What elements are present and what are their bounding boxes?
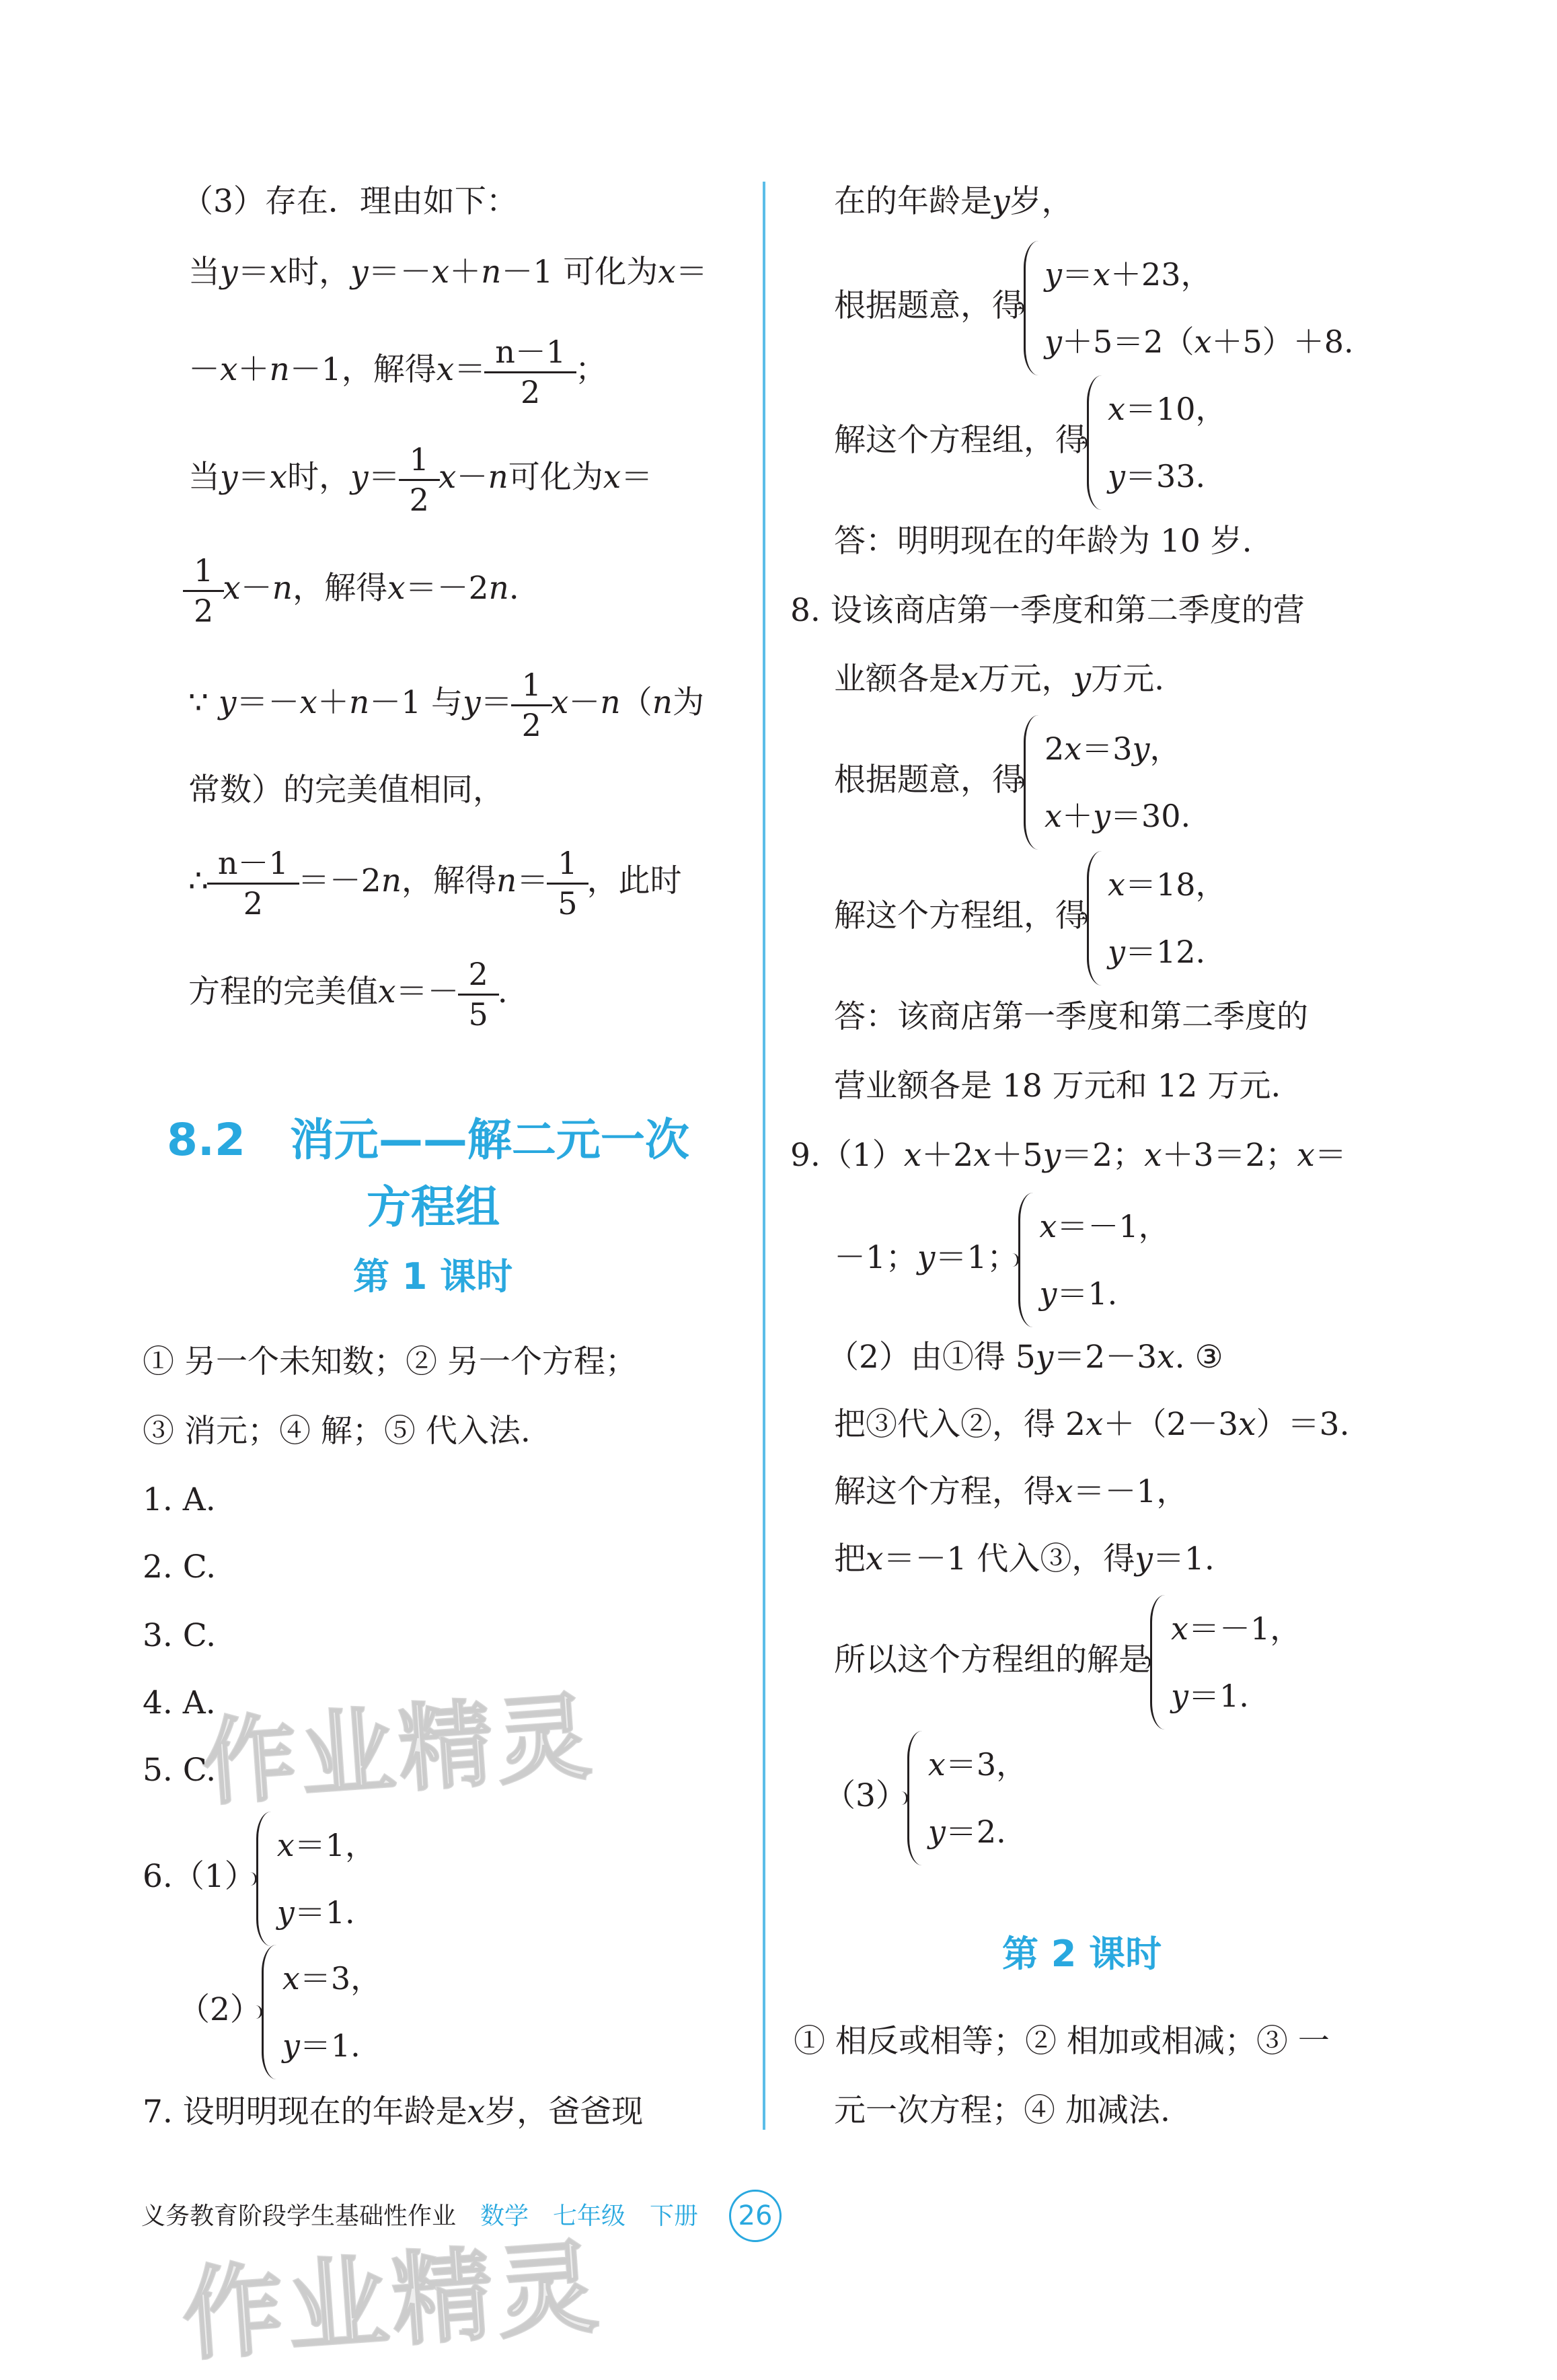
answer-9-2-line-4: 把x＝－1 代入③，得y＝1. — [834, 1540, 1215, 1577]
answer-8-solution: 解这个方程组，得 x＝18， y＝12. — [834, 849, 1227, 983]
equation-system: x＝1， y＝1. — [256, 1812, 376, 1946]
answer-5: 5. C. — [143, 1752, 217, 1789]
equation-system: x＝－1， y＝1. — [1018, 1193, 1169, 1327]
section-title-line-2: 方程组 — [367, 1181, 500, 1233]
answer-7-conclusion: 答：明明现在的年龄为 10 岁. — [834, 523, 1252, 560]
answer-8-conclusion-2: 营业额各是 18 万元和 12 万元. — [834, 1068, 1281, 1105]
watermark: 作业精灵 — [198, 1682, 599, 1820]
lesson-2-title: 第 2 课时 — [1002, 1933, 1162, 1975]
left-line-7: 常数）的完美值相同， — [188, 772, 504, 809]
answer-2: 2. C. — [143, 1549, 217, 1586]
page-number: 26 — [729, 2190, 782, 2242]
answer-9-2-line-3: 解这个方程，得x＝－1， — [834, 1473, 1188, 1510]
answer-9-2-line-1: （2）由①得 5y＝2－3x. ③ — [827, 1339, 1223, 1376]
fraction: $\frac{1}{2}$ — [188, 554, 219, 627]
section-title: 8.2 消元——解二元一次 — [167, 1114, 689, 1166]
equation-system: x＝10， y＝33. — [1087, 375, 1227, 510]
answer-9-2-line-2: 把③代入②，得 2x＋（2－3x）＝3. — [834, 1406, 1350, 1443]
answer-8-line-2: 业额各是x万元，y万元. — [834, 661, 1165, 698]
equation-system: y＝x＋23， y＋5＝2（x＋5）＋8. — [1024, 241, 1354, 375]
left-line-6: ∵ y＝－x＋n－1 与y＝ $\frac{1}{2}$ x－n（n为 — [188, 667, 704, 743]
equation-system: x＝3， y＝2. — [907, 1731, 1027, 1865]
lesson-2-key-points-2: 元一次方程；④ 加减法. — [834, 2092, 1170, 2129]
fraction: $\frac{n-1}{2}$ — [490, 336, 571, 408]
answer-7-solution: 解这个方程组，得 x＝10， y＝33. — [834, 373, 1227, 508]
footer-book-title: 义务教育阶段学生基础性作业 — [141, 2202, 457, 2230]
fraction: $\frac{n-1}{2}$ — [213, 847, 294, 920]
answer-9-1-cont: －1；y＝1； x＝－1， y＝1. — [834, 1191, 1170, 1325]
answer-6-2: （2） x＝3， y＝1. — [178, 1943, 381, 2077]
key-points-line-1: ① 另一个未知数；② 另一个方程； — [143, 1343, 637, 1380]
answer-9-2-solution: 所以这个方程组的解是 x＝－1， y＝1. — [834, 1593, 1301, 1727]
answer-6-1: 6.（1） x＝1， y＝1. — [143, 1810, 376, 1944]
fraction: $\frac{1}{2}$ — [517, 669, 547, 741]
answer-3: 3. C. — [143, 1617, 217, 1654]
footer-grade: 七年级 — [553, 2202, 626, 2230]
equation-system: x＝3， y＝1. — [262, 1945, 381, 2079]
footer-subject: 数学 — [480, 2202, 529, 2230]
lesson-2-key-points-1: ① 相反或相等；② 相加或相减；③ 一 — [794, 2023, 1330, 2060]
footer — [141, 2190, 698, 2243]
equation-system: 2x＝3y， x＋y＝30. — [1024, 715, 1190, 850]
left-line-3: －x＋n－1，解得x＝ $\frac{n-1}{2}$ ； — [188, 334, 607, 410]
answer-7-system: 根据题意，得 y＝x＋23， y＋5＝2（x＋5）＋8. — [834, 239, 1354, 373]
left-line-9: 方程的完美值x＝－ $\frac{2}{5}$ . — [188, 956, 508, 1033]
equation-system: x＝－1， y＝1. — [1150, 1595, 1301, 1730]
left-line-4: 当y＝x时，y＝ $\frac{1}{2}$ x－n可化为x＝ — [188, 441, 653, 518]
answer-9-1: 9.（1）x＋2x＋5y＝2；x＋3＝2；x＝ — [790, 1137, 1346, 1174]
lesson-1-title: 第 1 课时 — [353, 1255, 513, 1298]
answer-4: 4. A. — [143, 1684, 216, 1721]
right-line-1: 在的年龄是y岁， — [834, 183, 1073, 220]
left-line-8: ∴ $\frac{n-1}{2}$ ＝－2n，解得n＝ $\frac{1}{5}$ ，此时 — [188, 845, 682, 922]
key-points-line-2: ③ 消元；④ 解；⑤ 代入法. — [143, 1413, 531, 1450]
answer-1: 1. A. — [143, 1481, 216, 1518]
equation-system: x＝18， y＝12. — [1087, 851, 1227, 986]
left-line-2: 当y＝x时，y＝－x＋n－1 可化为x＝ — [188, 254, 708, 291]
left-line-5: $\frac{1}{2}$ x－n，解得x＝－2n. — [188, 548, 519, 629]
column-divider — [763, 182, 765, 2130]
left-line-1: （3）存在．理由如下： — [182, 183, 518, 220]
answer-7-start: 7. 设明明现在的年龄是x岁，爸爸现 — [143, 2093, 644, 2130]
answer-8-start: 8. 设该商店第一季度和第二季度的营 — [790, 592, 1305, 629]
footer-volume: 下册 — [650, 2202, 699, 2230]
fraction: $\frac{1}{5}$ — [552, 847, 582, 920]
fraction: $\frac{1}{2}$ — [404, 443, 434, 516]
answer-8-conclusion: 答：该商店第一季度和第二季度的 — [834, 998, 1308, 1035]
answer-8-system: 根据题意，得 2x＝3y， x＋y＝30. — [834, 713, 1190, 848]
watermark-bottom: 作业精灵 — [178, 2229, 606, 2375]
fraction: $\frac{2}{5}$ — [463, 958, 494, 1031]
answer-9-3: （3） x＝3， y＝2. — [824, 1729, 1027, 1863]
